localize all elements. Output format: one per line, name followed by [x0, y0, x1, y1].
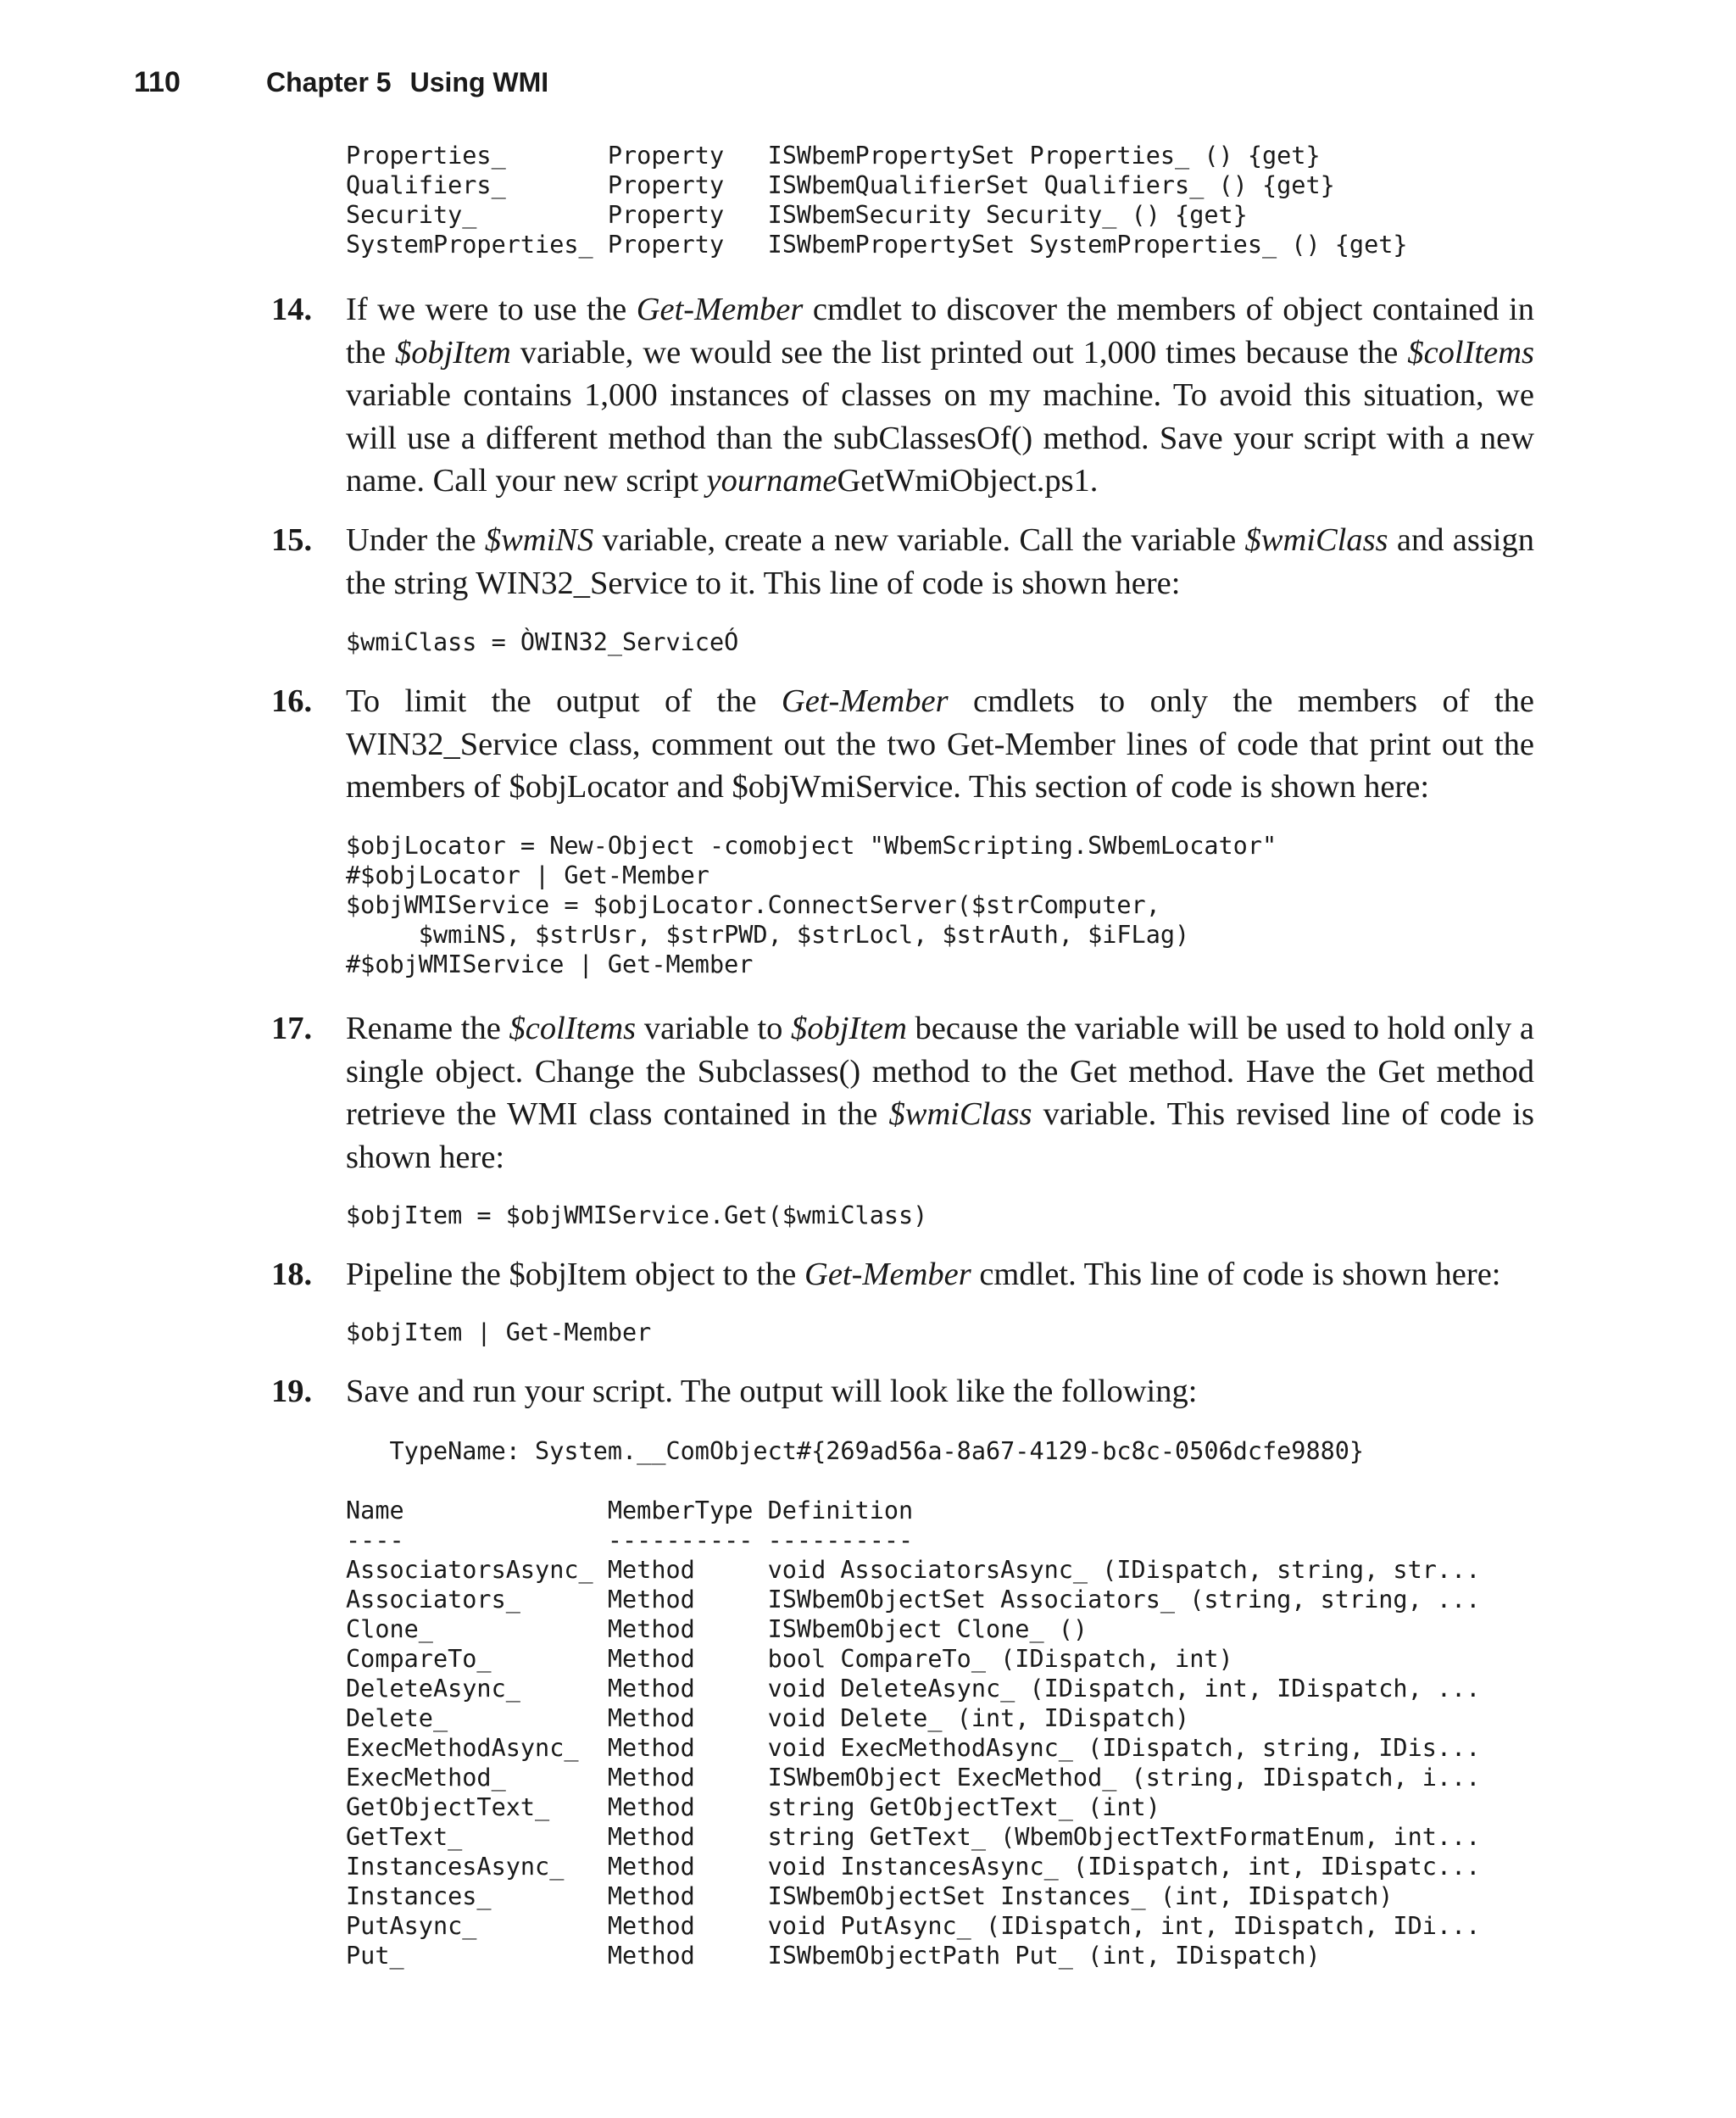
text-run: Pipeline the $objItem object to the [346, 1257, 805, 1292]
text-run: variable, we would see the list printed out 1,000 times because the [510, 334, 1408, 371]
code-block-properties: Properties_ Property ISWbemPropertySet Properties_ () {get} Qualifiers_ Property ISWbemQualifierSet Qualifiers_ () {get} Security_ Property ISWbemSecurity Security_ () {get} SystemProperties_ Property ISWbemPropertySet SystemProperties_ () {get} [346, 142, 1408, 259]
text-run: Under the [346, 522, 485, 558]
text-run: variable contains 1,000 instances of classes on my machine. To avoid this situation, we will use a different method than the subClassesOf() method. Save your script with a new name. Call your new script [346, 377, 1534, 499]
step-text [346, 680, 1534, 809]
running-head [134, 66, 548, 114]
step-text [346, 288, 1534, 503]
text-run: cmdlets to only the members of the WIN32_Service class, comment out the two Get-Member lines of code that print out the members of $objLocator and $objWmiService. This section of code is shown here: [346, 683, 1534, 805]
text-run: variable, create a new variable. Call the variable [593, 522, 1245, 558]
step-number: 17. [271, 1011, 313, 1046]
step-number: 19. [271, 1374, 313, 1409]
step-text [346, 1253, 1534, 1296]
italic-term: $wmiClass [888, 1096, 1032, 1132]
chapter-label: Chapter 5 [266, 67, 392, 98]
code-block-output: TypeName: System.__ComObject#{269ad56a-8a67-4129-bc8c-0506dcfe9880} Name MemberType Definition ---- ---------- ---------- AssociatorsAsync_ Method void AssociatorsAsync_ (IDispatch, string, str... Associators_ Method ISWbemObjectSet Associators_ (string, string, ... Clone_ Method ISWbemObject Clone_ () CompareTo_ Method bool CompareTo_ (IDispatch, int) DeleteAsync_ Method void DeleteAsync_ (IDispatch, int, IDispatch, ... Delete_ Method void Delete_ (int, IDispatch) ExecMethodAsync_ Method void ExecMethodAsync_ (IDispatch, string, IDis... ExecMethod_ Method ISWbemObject ExecMethod_ (string, IDispatch, i... GetObjectText_ Method string GetObjectText_ (int) GetText_ Method string GetText_ (WbemObjectTextFormatEnum, int... InstancesAsync_ Method void InstancesAsync_ (IDispatch, int, IDispatc... Instances_ Method ISWbemObjectSet Instances_ (int, IDispatch) PutAsync_ Method void PutAsync_ (IDispatch, int, IDispatch, IDi... Put_ Method ISWbemObjectPath Put_ (int, IDispatch) [346, 1437, 1481, 1970]
italic-term: $wmiClass [1244, 522, 1388, 558]
text-run: cmdlet. This line of code is shown here: [971, 1257, 1501, 1292]
italic-term: $wmiNS [484, 522, 594, 558]
step-text [346, 1370, 1534, 1413]
text-run: Rename the [346, 1011, 509, 1046]
code-block-locator: $objLocator = New-Object -comobject "WbemScripting.SWbemLocator" #$objLocator | Get-Member $objWMIService = $objLocator.ConnectServer($strComputer, $wmiNS, $strUsr, $strPWD, $strLocl, $strAuth, $iFLag) #$objWMIService | Get-Member [346, 832, 1277, 978]
italic-term: yourname [706, 463, 837, 499]
step-text [346, 519, 1534, 605]
code-block-wmiclass: $wmiClass = ÒWIN32_ServiceÓ [346, 628, 739, 656]
italic-term: $objItem [394, 334, 511, 371]
italic-term: $colItems [509, 1011, 637, 1046]
chapter-title: Using WMI [409, 67, 549, 98]
code-block-get: $objItem = $objWMIService.Get($wmiClass) [346, 1201, 928, 1229]
step-text [346, 1007, 1534, 1179]
italic-term: $objItem [791, 1011, 907, 1046]
text-run: Save and run your script. The output will look like the following: [346, 1374, 1198, 1409]
italic-term: Get-Member [804, 1257, 971, 1292]
text-run: because the variable will be used to hold only a single object. Change the Subclasses() method to the Get method. Have the Get method retrieve the WMI class contained in the [346, 1011, 1534, 1132]
text-run: variable to [636, 1011, 792, 1046]
text-run: variable. This revised line of code is shown here: [346, 1096, 1534, 1175]
text-run: cmdlet to discover the members of object contained in the [346, 292, 1534, 371]
step-number: 15. [271, 522, 313, 558]
code-block-pipeline: $objItem | Get-Member [346, 1318, 652, 1346]
page-number: 110 [134, 66, 181, 98]
italic-term: Get-Member [781, 683, 949, 719]
step-number: 18. [271, 1257, 313, 1292]
italic-term: Get-Member [636, 292, 804, 327]
text-run: GetWmiObject.ps1. [837, 463, 1099, 499]
text-run: If we were to use the [346, 292, 637, 327]
text-run: and assign the string WIN32_Service to it. This line of code is shown here: [346, 522, 1535, 601]
step-number: 14. [271, 292, 313, 327]
step-number: 16. [271, 683, 313, 719]
italic-term: $colItems [1407, 334, 1534, 371]
text-run: To limit the output of the [346, 683, 782, 719]
